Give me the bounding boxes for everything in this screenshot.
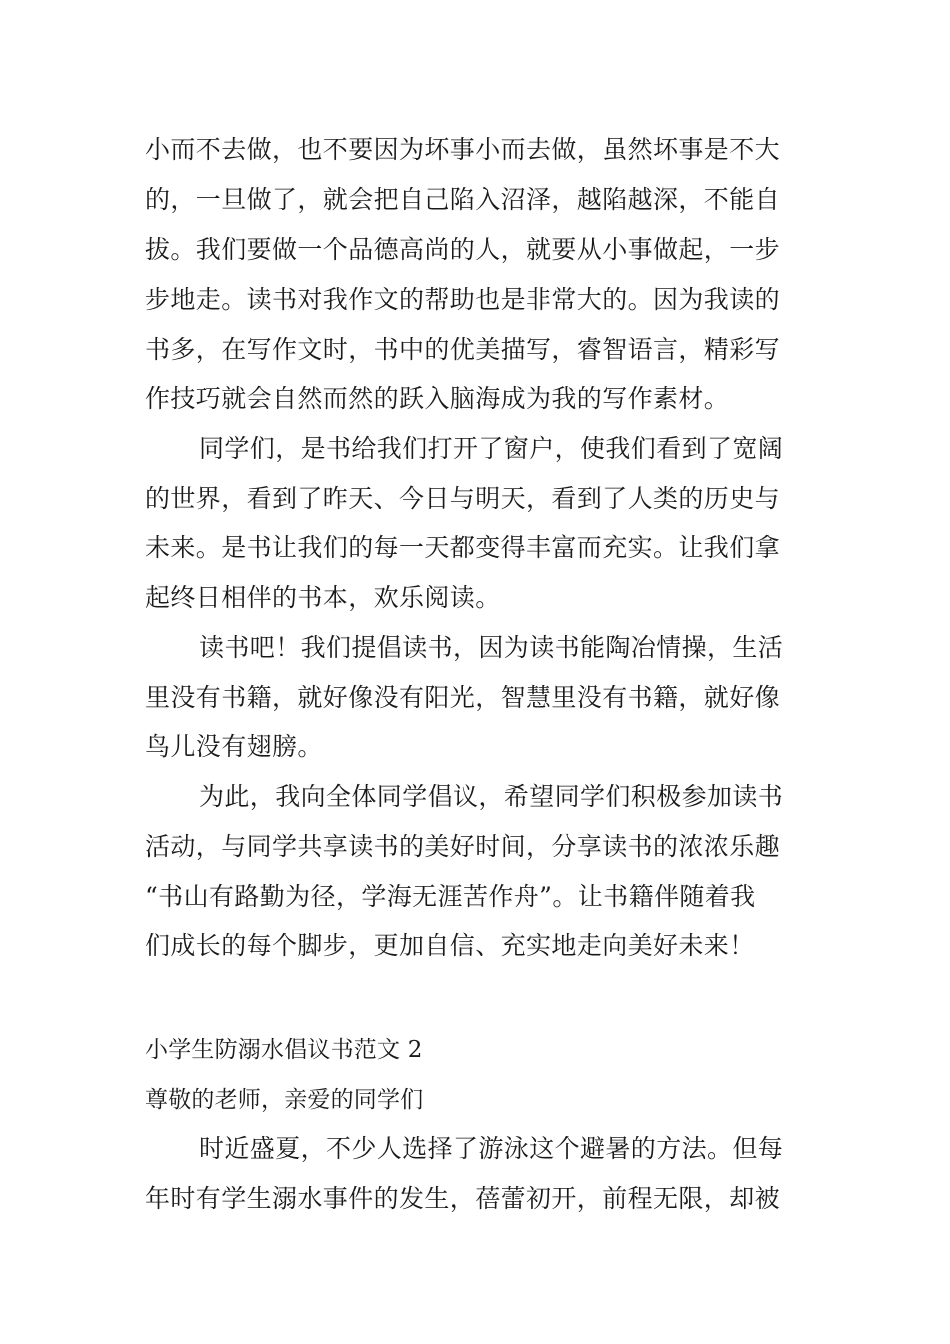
paragraph-4-line-4: 们成长的每个脚步，更加自信、充实地走向美好未来！ [145, 931, 755, 960]
section-title: 小学生防溺水倡议书范文 2 [145, 1037, 423, 1063]
paragraph-3-line-3: 鸟儿没有翅膀。 [145, 732, 323, 761]
paragraph-4-line-2: 活动，与同学共享读书的美好时间，分享读书的浓浓乐趣 [145, 832, 781, 861]
paragraph-1-line-6: 作技巧就会自然而然的跃入脑海成为我的写作素材。 [145, 384, 730, 413]
paragraph-4-line-1: 为此，我向全体同学倡议，希望同学们积极参加读书 [199, 782, 784, 811]
paragraph-5-line-2: 年时有学生溺水事件的发生，蓓蕾初开，前程无限，却被 [145, 1184, 781, 1213]
paragraph-2-line-4: 起终日相伴的书本，欢乐阅读。 [145, 583, 501, 612]
paragraph-1-line-3: 拔。我们要做一个品德高尚的人，就要从小事做起，一步 [145, 235, 781, 264]
paragraph-3-line-2: 里没有书籍，就好像没有阳光，智慧里没有书籍，就好像 [145, 683, 781, 712]
paragraph-5-line-1: 时近盛夏，不少人选择了游泳这个避暑的方法。但每 [199, 1134, 784, 1163]
paragraph-2-line-3: 未来。是书让我们的每一天都变得丰富而充实。让我们拿 [145, 533, 781, 562]
paragraph-3-line-1: 读书吧！我们提倡读书，因为读书能陶冶情操，生活 [199, 633, 784, 662]
paragraph-2-line-2: 的世界，看到了昨天、今日与明天，看到了人类的历史与 [145, 484, 781, 513]
paragraph-4-line-3: “书山有路勤为径，学海无涯苦作舟”。让书籍伴随着我 [145, 882, 756, 911]
paragraph-1-line-5: 书多，在写作文时，书中的优美描写，睿智语言，精彩写 [145, 335, 781, 364]
salutation: 尊敬的老师，亲爱的同学们 [145, 1087, 424, 1113]
paragraph-2-line-1: 同学们，是书给我们打开了窗户，使我们看到了宽阔 [199, 434, 784, 463]
paragraph-1-line-4: 步地走。读书对我作文的帮助也是非常大的。因为我读的 [145, 285, 781, 314]
paragraph-1-line-1: 小而不去做，也不要因为坏事小而去做，虽然坏事是不大 [145, 135, 781, 164]
paragraph-1-line-2: 的，一旦做了，就会把自己陷入沼泽，越陷越深，不能自 [145, 185, 781, 214]
